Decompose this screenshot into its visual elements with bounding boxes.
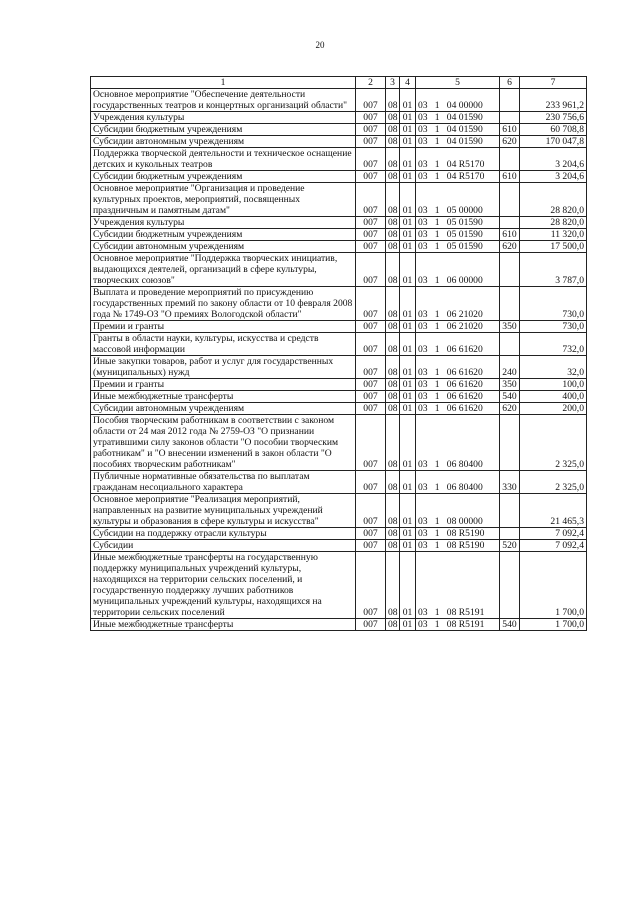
cell-rz: 08 [386, 333, 400, 356]
cell-csr: 03 1 08 R5191 [416, 619, 500, 631]
cell-csr: 03 1 06 80400 [416, 471, 500, 494]
cell-csr: 03 1 06 21020 [416, 321, 500, 333]
cell-name: Премии и гранты [91, 379, 356, 391]
cell-sum: 233 961,2 [520, 89, 587, 112]
cell-pr: 01 [400, 403, 416, 415]
cell-rz: 08 [386, 471, 400, 494]
cell-ved: 007 [356, 403, 386, 415]
table-row [91, 471, 587, 494]
cell-ved: 007 [356, 379, 386, 391]
cell-ved: 007 [356, 552, 386, 619]
cell-sum: 28 820,0 [520, 217, 587, 229]
cell-sum: 11 320,0 [520, 229, 587, 241]
cell-pr: 01 [400, 321, 416, 333]
cell-name: Основное мероприятие "Реализация мероприятий, направленных на развитие муниципальных учреждений культуры и образования в сфере культуры и искусства" [91, 494, 356, 528]
cell-vr [500, 552, 520, 619]
table-row [91, 124, 587, 136]
cell-pr: 01 [400, 148, 416, 171]
cell-sum: 732,0 [520, 333, 587, 356]
cell-name: Пособия творческим работникам в соответствии с законом области от 24 мая 2012 года № 2759-ОЗ "О признании утратившими силу законов области "О пособии творческим работникам" и "О внесении изменений в закон области "О пособиях творческим работникам" [91, 415, 356, 471]
cell-vr: 540 [500, 619, 520, 631]
cell-rz: 08 [386, 241, 400, 253]
cell-ved: 007 [356, 494, 386, 528]
cell-csr: 03 1 04 00000 [416, 89, 500, 112]
cell-vr [500, 528, 520, 540]
cell-name: Иные межбюджетные трансферты на государственную поддержку муниципальных учреждений культуры, находящихся на территории сельских поселений, и государственную поддержку лучших работников муниципальных учреждений культуры, находящихся на территории сельских поселений [91, 552, 356, 619]
cell-ved: 007 [356, 171, 386, 183]
cell-pr: 01 [400, 494, 416, 528]
cell-name: Иные межбюджетные трансферты [91, 619, 356, 631]
cell-vr [500, 112, 520, 124]
table-row [91, 415, 587, 471]
cell-vr [500, 148, 520, 171]
cell-pr: 01 [400, 183, 416, 217]
cell-vr: 540 [500, 391, 520, 403]
cell-vr: 350 [500, 379, 520, 391]
cell-sum: 230 756,6 [520, 112, 587, 124]
cell-rz: 08 [386, 552, 400, 619]
table-row [91, 148, 587, 171]
cell-vr: 350 [500, 321, 520, 333]
table-row [91, 89, 587, 112]
cell-ved: 007 [356, 321, 386, 333]
cell-csr: 03 1 08 00000 [416, 494, 500, 528]
table-row [91, 494, 587, 528]
cell-rz: 08 [386, 321, 400, 333]
cell-pr: 01 [400, 229, 416, 241]
cell-name: Учреждения культуры [91, 112, 356, 124]
cell-ved: 007 [356, 540, 386, 552]
cell-csr: 03 1 06 61620 [416, 356, 500, 379]
table-row [91, 391, 587, 403]
cell-name: Основное мероприятие "Организация и проведение культурных проектов, мероприятий, посвященных праздничным и памятным датам" [91, 183, 356, 217]
cell-ved: 007 [356, 415, 386, 471]
cell-ved: 007 [356, 471, 386, 494]
header-col-5: 5 [416, 77, 500, 89]
table-row [91, 333, 587, 356]
cell-pr: 01 [400, 287, 416, 321]
cell-vr [500, 287, 520, 321]
cell-sum: 3 204,6 [520, 171, 587, 183]
cell-vr [500, 217, 520, 229]
cell-ved: 007 [356, 136, 386, 148]
cell-name: Субсидии автономным учреждениям [91, 136, 356, 148]
cell-pr: 01 [400, 124, 416, 136]
cell-sum: 400,0 [520, 391, 587, 403]
cell-vr [500, 253, 520, 287]
cell-vr: 330 [500, 471, 520, 494]
cell-ved: 007 [356, 619, 386, 631]
cell-pr: 01 [400, 356, 416, 379]
cell-pr: 01 [400, 333, 416, 356]
cell-csr: 03 1 08 R5190 [416, 528, 500, 540]
table-row [91, 552, 587, 619]
cell-rz: 08 [386, 619, 400, 631]
cell-sum: 28 820,0 [520, 183, 587, 217]
cell-vr: 610 [500, 124, 520, 136]
cell-rz: 08 [386, 403, 400, 415]
cell-sum: 2 325,0 [520, 471, 587, 494]
cell-csr: 03 1 05 00000 [416, 183, 500, 217]
cell-ved: 007 [356, 124, 386, 136]
cell-csr: 03 1 05 01590 [416, 229, 500, 241]
header-col-4: 4 [400, 77, 416, 89]
cell-name: Субсидии [91, 540, 356, 552]
cell-csr: 03 1 05 01590 [416, 217, 500, 229]
cell-rz: 08 [386, 528, 400, 540]
cell-name: Выплата и проведение мероприятий по присуждению государственных премий по закону области от 10 февраля 2008 года № 1749-ОЗ "О премиях Вологодской области" [91, 287, 356, 321]
cell-sum: 730,0 [520, 287, 587, 321]
cell-pr: 01 [400, 619, 416, 631]
budget-table [90, 76, 587, 631]
table-row [91, 229, 587, 241]
cell-ved: 007 [356, 356, 386, 379]
header-col-1: 1 [91, 77, 356, 89]
cell-name: Субсидии бюджетным учреждениям [91, 171, 356, 183]
cell-ved: 007 [356, 229, 386, 241]
cell-ved: 007 [356, 287, 386, 321]
cell-vr: 620 [500, 403, 520, 415]
cell-rz: 08 [386, 217, 400, 229]
cell-sum: 2 325,0 [520, 415, 587, 471]
cell-vr: 240 [500, 356, 520, 379]
cell-rz: 08 [386, 415, 400, 471]
cell-sum: 60 708,8 [520, 124, 587, 136]
cell-csr: 03 1 04 R5170 [416, 148, 500, 171]
table-row [91, 528, 587, 540]
cell-sum: 3 204,6 [520, 148, 587, 171]
cell-pr: 01 [400, 136, 416, 148]
cell-ved: 007 [356, 253, 386, 287]
cell-name: Субсидии автономным учреждениям [91, 403, 356, 415]
table-row [91, 183, 587, 217]
cell-name: Основное мероприятие "Обеспечение деятельности государственных театров и концертных организаций области" [91, 89, 356, 112]
cell-rz: 08 [386, 229, 400, 241]
cell-rz: 08 [386, 356, 400, 379]
cell-ved: 007 [356, 112, 386, 124]
table-row [91, 356, 587, 379]
cell-rz: 08 [386, 183, 400, 217]
cell-vr: 610 [500, 229, 520, 241]
cell-rz: 08 [386, 112, 400, 124]
table-row [91, 321, 587, 333]
cell-name: Субсидии на поддержку отрасли культуры [91, 528, 356, 540]
cell-pr: 01 [400, 253, 416, 287]
cell-ved: 007 [356, 183, 386, 217]
cell-pr: 01 [400, 540, 416, 552]
cell-sum: 21 465,3 [520, 494, 587, 528]
cell-vr: 610 [500, 171, 520, 183]
table-row [91, 241, 587, 253]
cell-rz: 08 [386, 124, 400, 136]
cell-rz: 08 [386, 391, 400, 403]
cell-vr [500, 333, 520, 356]
cell-csr: 03 1 08 R5190 [416, 540, 500, 552]
cell-pr: 01 [400, 379, 416, 391]
cell-name: Премии и гранты [91, 321, 356, 333]
cell-pr: 01 [400, 552, 416, 619]
cell-vr: 520 [500, 540, 520, 552]
cell-sum: 170 047,8 [520, 136, 587, 148]
cell-csr: 03 1 06 80400 [416, 415, 500, 471]
cell-pr: 01 [400, 415, 416, 471]
table-row [91, 253, 587, 287]
cell-vr [500, 89, 520, 112]
header-col-3: 3 [386, 77, 400, 89]
cell-pr: 01 [400, 241, 416, 253]
cell-csr: 03 1 04 01590 [416, 124, 500, 136]
cell-name: Субсидии автономным учреждениям [91, 241, 356, 253]
cell-sum: 1 700,0 [520, 552, 587, 619]
cell-ved: 007 [356, 89, 386, 112]
cell-ved: 007 [356, 528, 386, 540]
cell-vr [500, 494, 520, 528]
cell-csr: 03 1 04 R5170 [416, 171, 500, 183]
header-col-7: 7 [520, 77, 587, 89]
cell-name: Поддержка творческой деятельности и техническое оснащение детских и кукольных театров [91, 148, 356, 171]
page-number: 20 [315, 40, 325, 50]
cell-name: Основное мероприятие "Поддержка творческих инициатив, выдающихся деятелей, организаций в сфере культуры, творческих союзов" [91, 253, 356, 287]
table-row [91, 171, 587, 183]
cell-csr: 03 1 05 01590 [416, 241, 500, 253]
cell-vr [500, 183, 520, 217]
cell-name: Субсидии бюджетным учреждениям [91, 124, 356, 136]
cell-csr: 03 1 06 00000 [416, 253, 500, 287]
table-row [91, 217, 587, 229]
cell-csr: 03 1 06 61620 [416, 403, 500, 415]
cell-rz: 08 [386, 89, 400, 112]
cell-sum: 200,0 [520, 403, 587, 415]
cell-rz: 08 [386, 171, 400, 183]
cell-name: Гранты в области науки, культуры, искусства и средств массовой информации [91, 333, 356, 356]
cell-ved: 007 [356, 148, 386, 171]
cell-pr: 01 [400, 171, 416, 183]
cell-sum: 100,0 [520, 379, 587, 391]
header-col-2: 2 [356, 77, 386, 89]
table-row [91, 379, 587, 391]
table-row [91, 112, 587, 124]
table-row [91, 136, 587, 148]
cell-sum: 7 092,4 [520, 540, 587, 552]
cell-name: Субсидии бюджетным учреждениям [91, 229, 356, 241]
cell-rz: 08 [386, 148, 400, 171]
cell-name: Иные закупки товаров, работ и услуг для государственных (муниципальных) нужд [91, 356, 356, 379]
cell-csr: 03 1 04 01590 [416, 136, 500, 148]
cell-rz: 08 [386, 379, 400, 391]
cell-name: Иные межбюджетные трансферты [91, 391, 356, 403]
cell-pr: 01 [400, 89, 416, 112]
cell-vr [500, 415, 520, 471]
cell-ved: 007 [356, 217, 386, 229]
cell-vr: 620 [500, 136, 520, 148]
cell-name: Учреждения культуры [91, 217, 356, 229]
cell-csr: 03 1 06 61620 [416, 333, 500, 356]
cell-pr: 01 [400, 528, 416, 540]
cell-pr: 01 [400, 471, 416, 494]
cell-csr: 03 1 04 01590 [416, 112, 500, 124]
table-row [91, 540, 587, 552]
cell-sum: 3 787,0 [520, 253, 587, 287]
cell-rz: 08 [386, 253, 400, 287]
cell-csr: 03 1 08 R5191 [416, 552, 500, 619]
cell-csr: 03 1 06 61620 [416, 379, 500, 391]
cell-rz: 08 [386, 494, 400, 528]
cell-ved: 007 [356, 391, 386, 403]
cell-ved: 007 [356, 241, 386, 253]
cell-sum: 17 500,0 [520, 241, 587, 253]
table-body [91, 89, 587, 631]
table-header-row [91, 77, 587, 89]
cell-sum: 1 700,0 [520, 619, 587, 631]
cell-sum: 730,0 [520, 321, 587, 333]
cell-rz: 08 [386, 136, 400, 148]
cell-name: Публичные нормативные обязательства по выплатам гражданам несоциального характера [91, 471, 356, 494]
header-col-6: 6 [500, 77, 520, 89]
cell-pr: 01 [400, 391, 416, 403]
table-row [91, 287, 587, 321]
cell-pr: 01 [400, 112, 416, 124]
cell-ved: 007 [356, 333, 386, 356]
cell-pr: 01 [400, 217, 416, 229]
cell-sum: 32,0 [520, 356, 587, 379]
table-row [91, 403, 587, 415]
table-row [91, 619, 587, 631]
cell-csr: 03 1 06 61620 [416, 391, 500, 403]
cell-sum: 7 092,4 [520, 528, 587, 540]
cell-rz: 08 [386, 287, 400, 321]
cell-vr: 620 [500, 241, 520, 253]
cell-csr: 03 1 06 21020 [416, 287, 500, 321]
cell-rz: 08 [386, 540, 400, 552]
